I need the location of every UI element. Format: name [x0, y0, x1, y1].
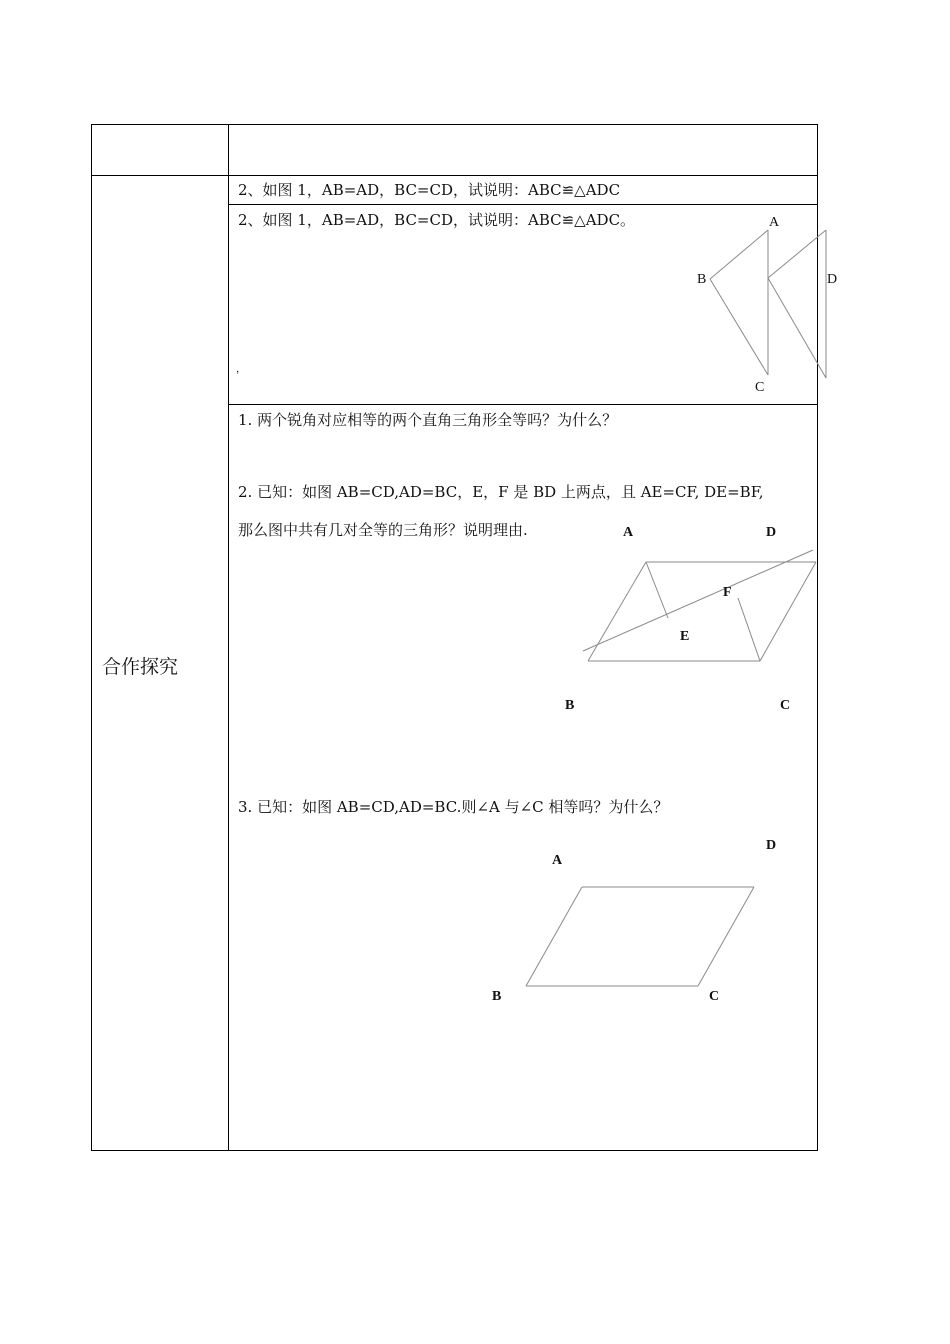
fig3-seg-dc: [698, 887, 754, 986]
fig3-label-d: D: [766, 838, 777, 853]
fig1-seg-bc: [710, 279, 768, 375]
fig2-label-f: F: [723, 585, 732, 600]
section-label: 合作探究: [102, 656, 179, 678]
problem-header-line: 2、如图 1，AB=AD，BC=CD，试说明：ABC≌△ADC: [238, 181, 621, 199]
fig3-label-c: C: [709, 989, 720, 1004]
fig3-seg-ab: [526, 887, 582, 986]
fig2-label-d: D: [766, 525, 777, 540]
table-border-left: [91, 124, 92, 1151]
fig1-seg-ab: [710, 230, 768, 279]
fig2-seg-cf: [738, 598, 760, 661]
problem-2-text: 2、如图 1，AB=AD，BC=CD，试说明：ABC≌△ADC。: [238, 211, 636, 229]
stray-mark: ，: [236, 364, 246, 375]
fig1-label-a: A: [769, 215, 780, 230]
table-border-bottom: [91, 1150, 818, 1151]
figure-2: [565, 518, 815, 718]
table-border-top: [91, 124, 818, 125]
fig1-label-d: D: [827, 272, 838, 287]
fig1-seg-ac2: [768, 278, 826, 378]
fig2-seg-dc: [760, 562, 816, 661]
fig2-label-e: E: [680, 629, 690, 644]
fig3-label-a: A: [552, 853, 563, 868]
table-row-divider-2: [228, 204, 818, 205]
table-column-divider: [228, 124, 229, 1151]
fig3-label-b: B: [492, 989, 502, 1004]
figure-3: [490, 835, 790, 1015]
fig2-seg-diagonal: [583, 550, 813, 651]
fig1-label-c: C: [755, 380, 765, 395]
table-row-divider-1: [91, 175, 818, 176]
fig1-seg-ad: [768, 230, 826, 278]
figure-1: [692, 208, 838, 395]
fig2-label-b: B: [565, 698, 575, 713]
fig2-seg-ae: [646, 562, 668, 618]
exercise-2-line-2: 那么图中共有几对全等的三角形？说明理由.: [238, 521, 528, 539]
fig2-label-a: A: [623, 525, 634, 540]
fig2-seg-ab: [588, 562, 646, 661]
fig1-label-b: B: [697, 272, 707, 287]
fig2-label-c: C: [780, 698, 791, 713]
exercise-1: 1. 两个锐角对应相等的两个直角三角形全等吗？为什么？: [238, 411, 618, 429]
exercise-3: 3. 已知：如图 AB=CD,AD=BC.则∠A 与∠C 相等吗？为什么？: [238, 798, 669, 816]
exercise-2-line-1: 2. 已知：如图 AB=CD,AD=BC，E，F 是 BD 上两点，且 AE=CF, DE=BF,: [238, 483, 764, 501]
table-row-divider-3: [228, 404, 818, 405]
